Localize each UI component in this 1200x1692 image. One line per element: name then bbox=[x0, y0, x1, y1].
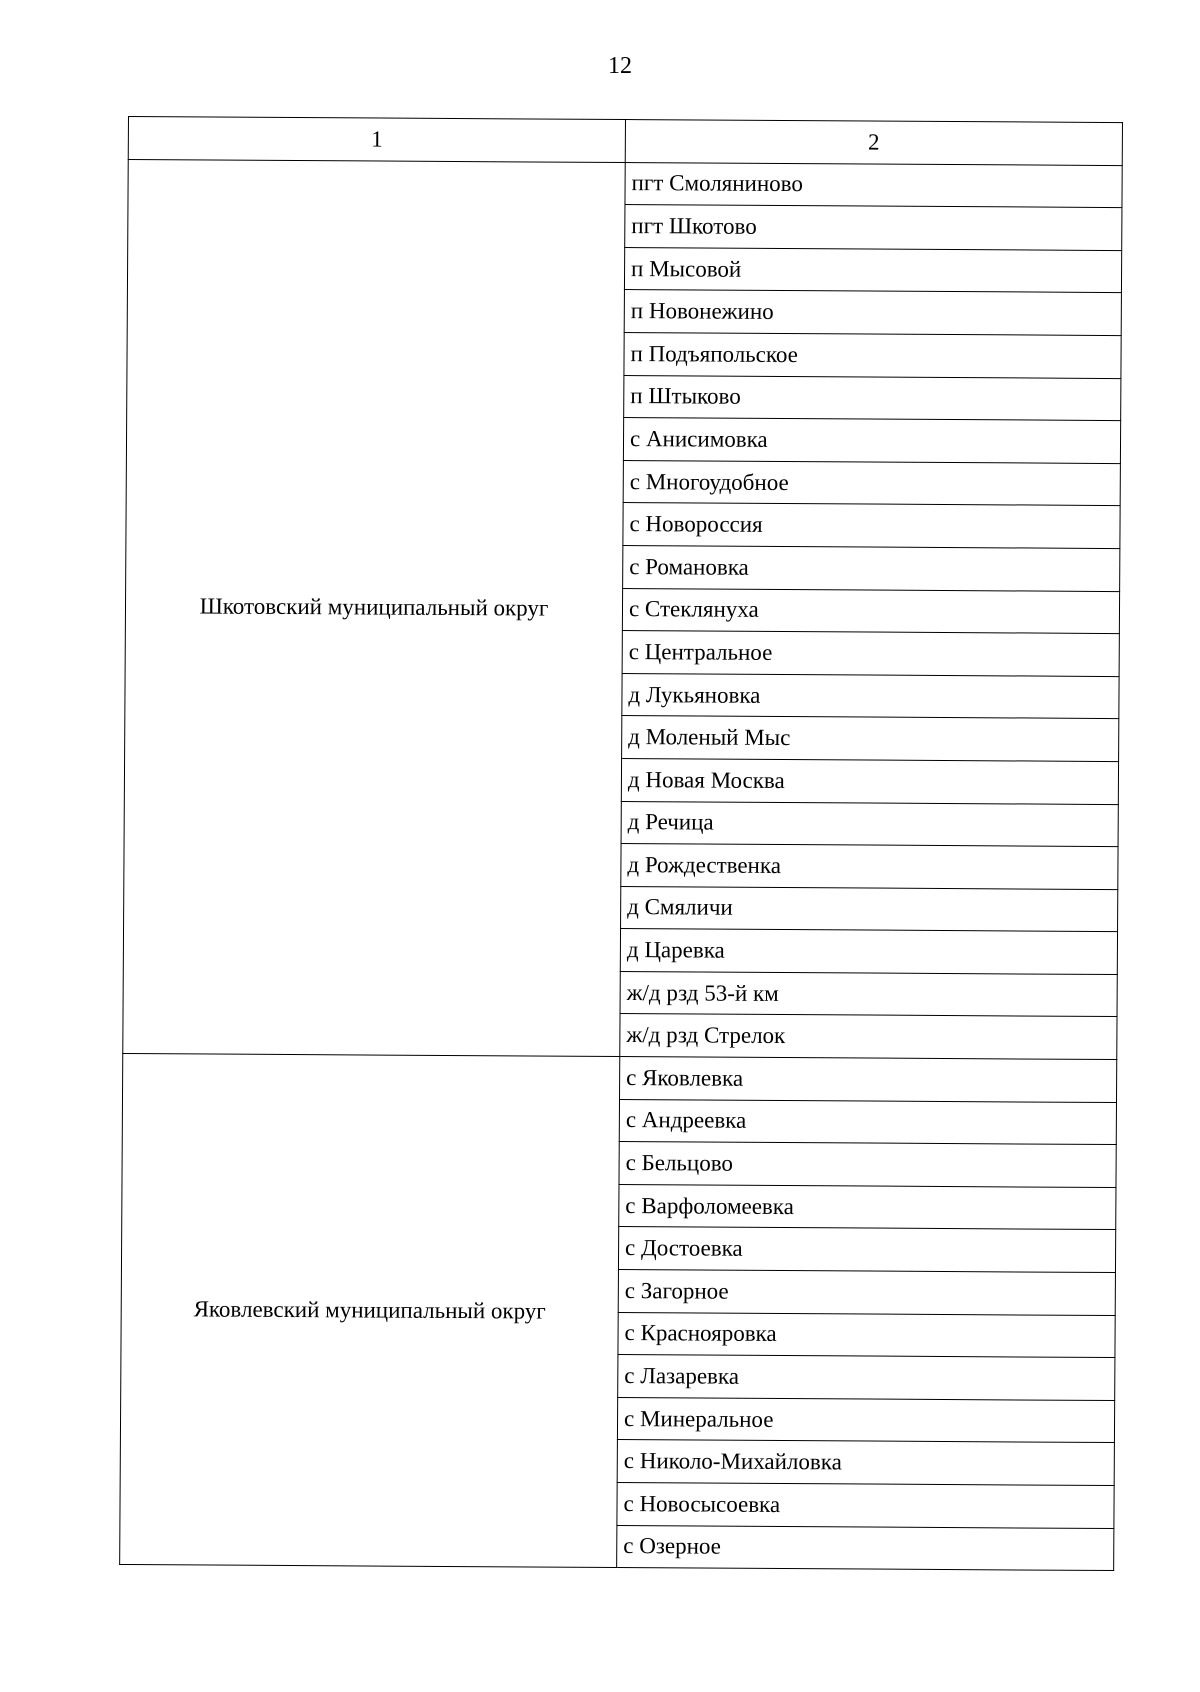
settlement-name: с Центральное bbox=[622, 631, 1119, 677]
settlement-name: с Загорное bbox=[618, 1270, 1115, 1316]
settlement-name: с Новосысоевка bbox=[617, 1483, 1114, 1529]
settlement-name: с Романовка bbox=[623, 545, 1120, 591]
settlement-name: с Варфоломеевка bbox=[619, 1184, 1116, 1230]
settlement-name: с Яковлевка bbox=[620, 1057, 1117, 1103]
table-row bbox=[128, 159, 1122, 208]
settlement-name: с Николо-Михайловка bbox=[617, 1440, 1114, 1486]
settlements-table bbox=[119, 116, 1123, 1571]
settlement-name: п Штыково bbox=[624, 375, 1121, 421]
settlement-name: с Краснояровка bbox=[618, 1312, 1115, 1358]
settlement-name: д Речица bbox=[621, 801, 1118, 847]
settlement-name: д Рождественка bbox=[621, 844, 1118, 890]
settlement-name: с Лазаревка bbox=[618, 1355, 1115, 1401]
settlement-name: пгт Смоляниново bbox=[625, 162, 1122, 208]
column-header-1: 1 bbox=[128, 117, 625, 163]
settlement-name: ж/д рзд Стрелок bbox=[620, 1014, 1117, 1060]
settlement-name: д Царевка bbox=[620, 929, 1117, 975]
settlement-name: п Мысовой bbox=[624, 247, 1121, 293]
table-body bbox=[120, 117, 1123, 1571]
settlement-name: д Моленый Мыс bbox=[622, 716, 1119, 762]
settlement-name: д Новая Москва bbox=[621, 758, 1118, 804]
settlement-name: ж/д рзд 53-й км bbox=[620, 971, 1117, 1017]
settlement-name: с Стеклянуха bbox=[622, 588, 1119, 634]
table-header-row bbox=[128, 117, 1122, 166]
column-header-2: 2 bbox=[625, 120, 1122, 166]
settlement-name: д Лукьяновка bbox=[622, 673, 1119, 719]
settlement-name: с Достоевка bbox=[618, 1227, 1115, 1273]
settlement-name: с Озерное bbox=[617, 1525, 1114, 1571]
district-name: Шкотовский муниципальный округ bbox=[123, 159, 625, 1056]
settlement-name: с Многоудобное bbox=[623, 460, 1120, 506]
settlement-name: с Бельцово bbox=[619, 1142, 1116, 1188]
table-row bbox=[123, 1054, 1117, 1103]
settlement-name: пгт Шкотово bbox=[625, 205, 1122, 251]
settlement-name: с Андреевка bbox=[619, 1099, 1116, 1145]
settlement-name: с Новороссия bbox=[623, 503, 1120, 549]
district-name: Яковлевский муниципальный округ bbox=[120, 1054, 620, 1568]
settlement-name: с Анисимовка bbox=[623, 418, 1120, 464]
page-number: 12 bbox=[608, 53, 632, 79]
settlement-name: д Смяличи bbox=[621, 886, 1118, 932]
settlement-name: п Новонежино bbox=[624, 290, 1121, 336]
settlement-name: п Подъяпольское bbox=[624, 333, 1121, 379]
settlement-name: с Минеральное bbox=[617, 1397, 1114, 1443]
